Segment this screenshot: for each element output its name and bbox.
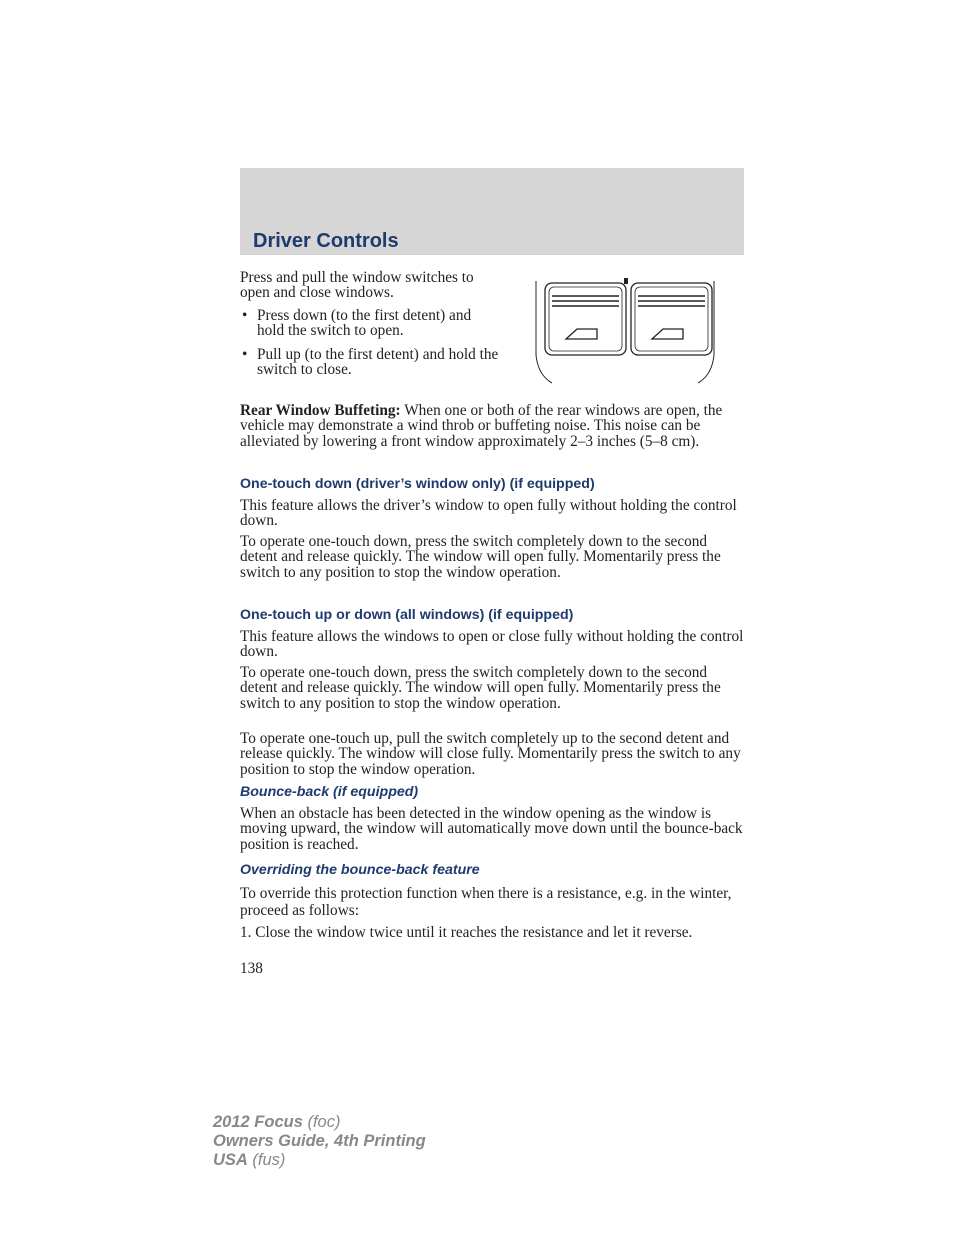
paragraph: To override this protection function when there is a resistance, e.g. in the winter, proceed as follows: bbox=[240, 885, 732, 919]
intro-text: Press and pull the window switches to open and close windows. bbox=[240, 269, 474, 302]
section-title: Driver Controls bbox=[253, 230, 399, 252]
footer-info bbox=[213, 1113, 426, 1170]
window-switch-illustration bbox=[530, 275, 720, 385]
paragraph: This feature allows the windows to open or close fully without holding the control down. bbox=[240, 628, 744, 661]
paragraph: To operate one-touch down, press the switch completely down to the second detent and release quickly. The window will open fully. Momentarily press the switch to any position to stop the window operation. bbox=[240, 533, 721, 581]
bullet-item: • Press down (to the first detent) and hold the switch to open. bbox=[242, 307, 472, 340]
rear-buffeting-label: Rear Window Buffeting: bbox=[240, 402, 401, 419]
paragraph: This feature allows the driver’s window to open fully without holding the control down. bbox=[240, 497, 737, 530]
bullet-list bbox=[240, 308, 500, 385]
section-heading: Overriding the bounce-back feature bbox=[240, 862, 480, 878]
paragraph: To operate one-touch down, press the switch completely down to the second detent and release quickly. The window will open fully. Momentarily press the switch to any position to stop the window operation. bbox=[240, 664, 721, 712]
footer-model-code: (foc) bbox=[302, 1113, 341, 1131]
section-heading: One-touch up or down (all windows) (if equipped) bbox=[240, 607, 574, 623]
section-header-band bbox=[240, 168, 744, 255]
page-number: 138 bbox=[240, 960, 263, 977]
bullet-symbol: • bbox=[242, 345, 248, 363]
footer-region-code: (fus) bbox=[247, 1151, 286, 1169]
rear-buffeting-paragraph: Rear Window Buffeting: When one or both of the rear windows are open, the vehicle may demonstrate a wind throb or buffeting noise. This noise can be alleviated by lowering a front window approximately 2–3 inches (5–8 cm). bbox=[240, 402, 723, 450]
section-heading: Bounce-back (if equipped) bbox=[240, 784, 419, 800]
footer-model: 2012 Focus bbox=[213, 1113, 303, 1131]
paragraph: 1. Close the window twice until it reaches the resistance and let it reverse. bbox=[240, 924, 693, 941]
bullet-item: • Pull up (to the first detent) and hold the switch to close. bbox=[242, 345, 499, 378]
footer-guide: Owners Guide, 4th Printing bbox=[213, 1132, 426, 1150]
section-heading: One-touch down (driver’s window only) (if equipped) bbox=[240, 476, 595, 492]
paragraph: When an obstacle has been detected in the window opening as the window is moving upward, the window will automatically move down until the bounce-back position is reached. bbox=[240, 805, 743, 853]
footer-region: USA bbox=[213, 1151, 248, 1169]
bullet-symbol: • bbox=[242, 307, 248, 324]
paragraph: To operate one-touch up, pull the switch completely up to the second detent and release quickly. The window will close fully. Momentarily press the switch to any position to stop the window operation. bbox=[240, 730, 741, 778]
